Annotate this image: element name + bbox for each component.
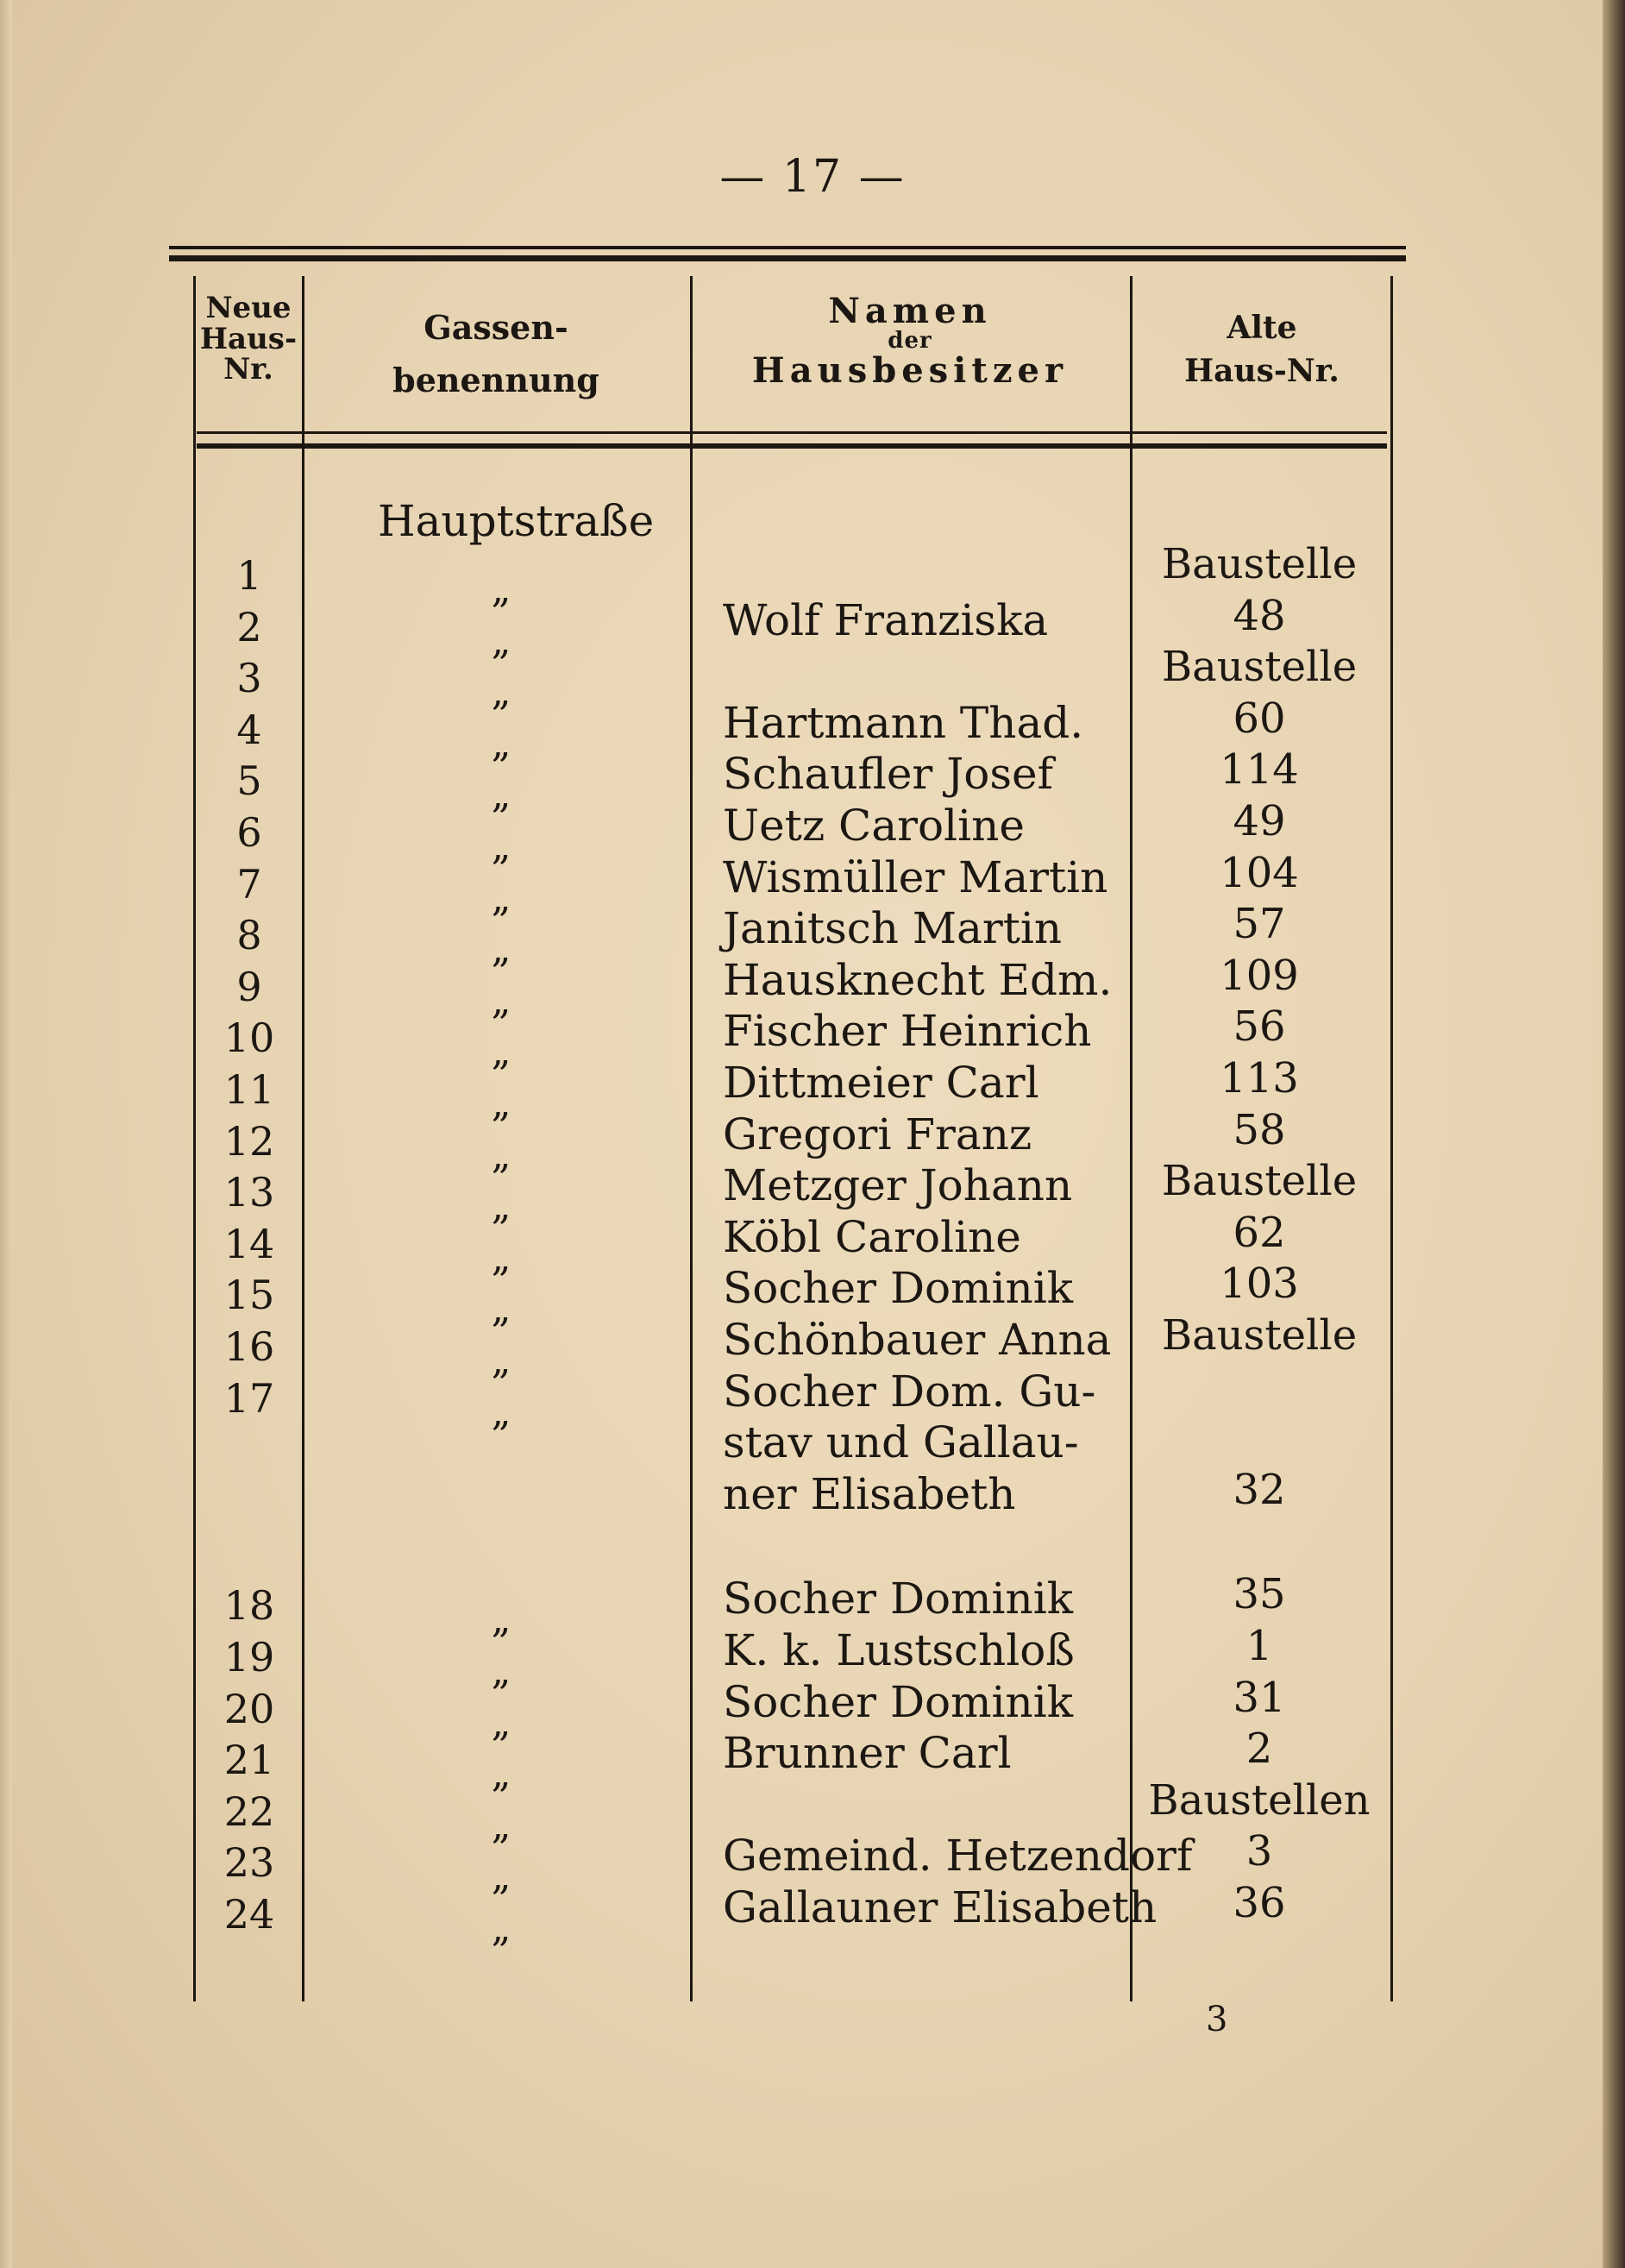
header-rule xyxy=(197,431,1387,434)
new-house-number: 11 xyxy=(223,1066,275,1113)
ditto-mark: „ xyxy=(491,1235,511,1280)
old-house-number: 35 xyxy=(1233,1570,1286,1619)
old-house-number: 49 xyxy=(1233,797,1286,845)
owner-name: stav und Gallau- xyxy=(723,1417,1079,1468)
old-house-number: Baustelle xyxy=(1161,540,1358,588)
owner-name: Janitsch Martin xyxy=(723,903,1063,954)
old-house-number: 2 xyxy=(1245,1725,1273,1774)
new-house-number: 13 xyxy=(223,1169,275,1216)
old-house-number: 109 xyxy=(1220,951,1299,1000)
new-house-number: 19 xyxy=(223,1634,275,1681)
owner-name: Wismüller Martin xyxy=(723,851,1108,902)
owner-name: Gallauner Elisabeth xyxy=(723,1882,1158,1932)
owner-name: Hartmann Thad. xyxy=(723,697,1084,748)
column-line-2 xyxy=(690,276,693,2001)
old-house-number: Baustelle xyxy=(1161,1311,1358,1360)
old-house-number: Baustelle xyxy=(1161,643,1358,692)
ditto-mark: „ xyxy=(491,1184,511,1229)
header-owner-names xyxy=(699,291,1121,392)
ditto-mark: „ xyxy=(491,1907,511,1951)
header-street-name xyxy=(311,302,681,407)
street-name: Hauptstraße xyxy=(378,496,655,546)
old-house-number: 48 xyxy=(1233,591,1286,640)
owner-name: Uetz Caroline xyxy=(723,801,1025,851)
owner-name: Hausknecht Edm. xyxy=(723,954,1113,1005)
new-house-number: 10 xyxy=(223,1015,275,1062)
top-rule-thin xyxy=(169,246,1406,249)
ditto-mark: „ xyxy=(491,1855,511,1900)
new-house-number: 3 xyxy=(236,655,262,702)
header-owner-names-line3: Hausbesitzer xyxy=(751,350,1069,392)
signature-mark: 3 xyxy=(1206,2000,1228,2039)
new-house-number: 2 xyxy=(236,603,262,650)
owner-name: Gemeind. Hetzendorf xyxy=(723,1831,1193,1882)
old-house-number: 57 xyxy=(1233,900,1286,949)
header-street-name-line1: Gassen- xyxy=(424,308,568,347)
old-house-number: 36 xyxy=(1233,1879,1286,1927)
header-new-house-no-line1: Neue xyxy=(205,291,292,325)
column-line-left xyxy=(193,276,196,2001)
column-line-1 xyxy=(302,276,304,2001)
page-number: — 17 — xyxy=(719,151,906,203)
old-house-number: Baustellen xyxy=(1148,1775,1371,1825)
owner-name: Dittmeier Carl xyxy=(723,1058,1039,1108)
owner-name: K. k. Lustschloß xyxy=(723,1625,1075,1675)
owner-name: Socher Dom. Gu- xyxy=(723,1366,1096,1417)
header-old-house-no-line1: Alte xyxy=(1227,310,1297,346)
ditto-mark: „ xyxy=(491,927,511,972)
ditto-mark: „ xyxy=(491,978,511,1023)
ditto-mark: „ xyxy=(491,825,511,869)
page-left-edge xyxy=(0,0,12,2268)
new-house-number: 23 xyxy=(223,1839,275,1887)
old-house-number: 58 xyxy=(1233,1105,1286,1154)
column-line-right xyxy=(1390,276,1393,2001)
ditto-mark: „ xyxy=(491,1803,511,1848)
header-old-house-no xyxy=(1137,306,1387,393)
top-rule-thick xyxy=(169,255,1406,261)
new-house-number: 21 xyxy=(223,1737,275,1784)
new-house-number: 20 xyxy=(223,1685,275,1732)
owner-name: Wolf Franziska xyxy=(723,594,1049,645)
ditto-mark: „ xyxy=(491,1649,511,1693)
owner-name: Metzger Johann xyxy=(723,1160,1073,1211)
old-house-number: 114 xyxy=(1220,745,1299,795)
owner-name: Fischer Heinrich xyxy=(723,1006,1092,1057)
ditto-mark: „ xyxy=(491,670,511,715)
ditto-mark: „ xyxy=(491,1752,511,1797)
ditto-mark: „ xyxy=(491,1082,511,1126)
header-owner-names-line2: der xyxy=(888,328,932,354)
header-new-house-no xyxy=(197,293,300,386)
owner-name: ner Elisabeth xyxy=(723,1468,1016,1519)
old-house-number: 103 xyxy=(1220,1260,1299,1309)
old-house-number: 62 xyxy=(1233,1208,1286,1257)
ditto-mark: „ xyxy=(491,1133,511,1178)
old-house-number: 32 xyxy=(1233,1465,1286,1514)
owner-name: Socher Dominik xyxy=(723,1574,1074,1624)
book-spine xyxy=(1603,0,1625,2268)
old-house-number: 1 xyxy=(1245,1622,1273,1670)
new-house-number: 16 xyxy=(223,1323,275,1370)
header-old-house-no-line2: Haus-Nr. xyxy=(1184,353,1340,390)
owner-name: Socher Dominik xyxy=(723,1263,1074,1314)
ditto-mark: „ xyxy=(491,1030,511,1075)
ditto-mark: „ xyxy=(491,1287,511,1332)
ditto-mark: „ xyxy=(491,1700,511,1745)
ditto-mark: „ xyxy=(491,721,511,766)
ditto-mark: „ xyxy=(491,876,511,920)
old-house-number: 60 xyxy=(1233,694,1286,743)
new-house-number: 7 xyxy=(236,860,262,908)
new-house-number: 8 xyxy=(236,912,262,959)
header-new-house-no-line2: Haus- xyxy=(199,321,298,356)
new-house-number: 24 xyxy=(223,1891,275,1938)
new-house-number: 1 xyxy=(236,552,262,599)
old-house-number: 31 xyxy=(1233,1673,1286,1722)
old-house-number: Baustelle xyxy=(1161,1157,1358,1206)
owner-name: Gregori Franz xyxy=(723,1109,1032,1159)
new-house-number: 15 xyxy=(223,1272,275,1319)
ditto-mark: „ xyxy=(491,1598,511,1643)
new-house-number: 14 xyxy=(223,1220,275,1267)
new-house-number: 17 xyxy=(223,1374,275,1422)
owner-name: Socher Dominik xyxy=(723,1676,1074,1727)
column-line-3 xyxy=(1130,276,1132,2001)
owner-name: Schönbauer Anna xyxy=(723,1315,1112,1365)
ditto-mark: „ xyxy=(491,1390,511,1435)
old-house-number: 3 xyxy=(1245,1827,1273,1876)
new-house-number: 5 xyxy=(236,757,262,805)
owner-name: Köbl Caroline xyxy=(723,1211,1021,1262)
new-house-number: 6 xyxy=(236,809,262,856)
new-house-number: 22 xyxy=(223,1787,275,1835)
header-rule-thick xyxy=(197,443,1387,449)
ditto-mark: „ xyxy=(491,619,511,663)
owner-name: Brunner Carl xyxy=(723,1728,1012,1779)
header-new-house-no-line3: Nr. xyxy=(223,352,273,387)
ditto-mark: „ xyxy=(491,568,511,612)
new-house-number: 18 xyxy=(223,1582,275,1630)
new-house-number: 4 xyxy=(236,706,262,753)
header-owner-names-line1: Namen xyxy=(828,291,992,331)
old-house-number: 113 xyxy=(1220,1054,1299,1103)
ditto-mark: „ xyxy=(491,1339,511,1383)
ditto-mark: „ xyxy=(491,773,511,818)
old-house-number: 104 xyxy=(1220,848,1299,897)
header-street-name-line2: benennung xyxy=(392,360,599,399)
old-house-number: 56 xyxy=(1233,1002,1286,1052)
owner-name: Schaufler Josef xyxy=(723,749,1054,800)
new-house-number: 12 xyxy=(223,1117,275,1165)
new-house-number: 9 xyxy=(236,963,262,1010)
